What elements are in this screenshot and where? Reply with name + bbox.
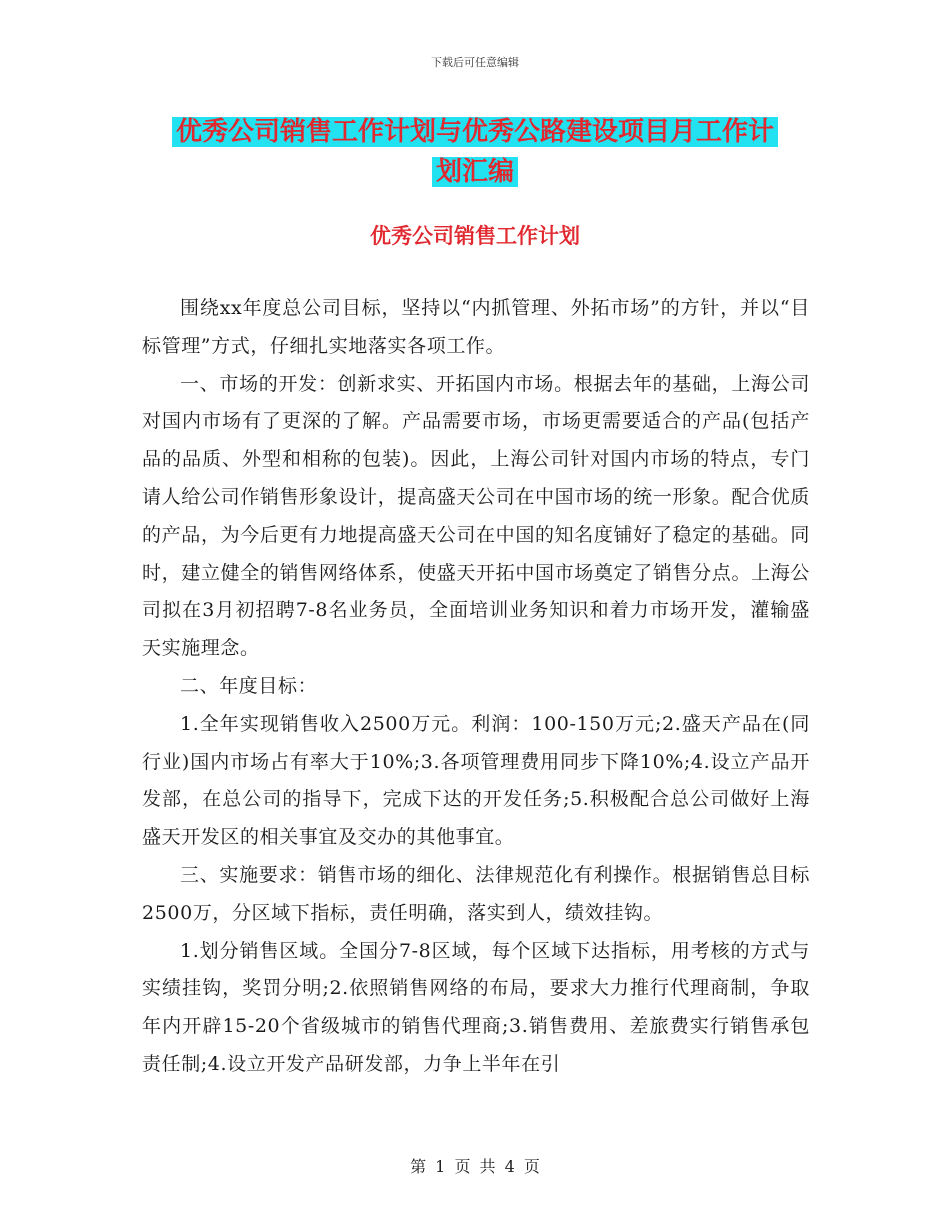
page-footer: 第 1 页 共 4 页 [410,1157,540,1176]
section-title: 优秀公司销售工作计划 [370,224,580,248]
paragraph: 1.划分销售区域。全国分7-8区域，每个区域下达指标，用考核的方式与实绩挂钩，奖罚分明;2.依照销售网络的布局，要求大力推行代理商制，争取年内开辟15-20个省级城市的销售代理商;3.销售费用、差旅费实行销售承包责任制;4.设立开发产品研发部，力争上半年在引 [142,939,810,1075]
document-title [0,112,950,192]
document-title-line-1: 优秀公司销售工作计划与优秀公路建设项目月工作计 [172,117,778,147]
paragraph: 三、实施要求：销售市场的细化、法律规范化有利操作。根据销售总目标2500万，分区域下指标，责任明确，落实到人，绩效挂钩。 [142,863,810,924]
paragraph: 1.全年实现销售收入2500万元。利润：100-150万元;2.盛天产品在(同行业)国内市场占有率大于10%;3.各项管理费用同步下降10%;4.设立产品开发部，在总公司的指导下，完成下达的开发任务;5.积极配合总公司做好上海盛天开发区的相关事宜及交办的其他事宜。 [142,712,810,849]
document-title-line-2: 划汇编 [432,157,518,187]
paragraph: 围绕xx年度总公司目标，坚持以“内抓管理、外拓市场”的方针，并以“目标管理”方式，仔细扎实地落实各项工作。 [142,297,810,357]
paragraph: 一、市场的开发：创新求实、开拓国内市场。根据去年的基础，上海公司对国内市场有了更深的了解。产品需要市场，市场更需要适合的产品(包括产品的品质、外型和相称的包装)。因此，上海公司针对国内市场的特点，专门请人给公司作销售形象设计，提高盛天公司在中国市场的统一形象。配合优质的产品，为今后更有力地提高盛天公司在中国的知名度铺好了稳定的基础。同时，建立健全的销售网络体系，使盛天开拓中国市场奠定了销售分点。上海公司拟在3月初招聘7-8名业务员，全面培训业务知识和着力市场开发，灌输盛天实施理念。 [142,372,810,660]
header-note: 下载后可任意编辑 [431,56,519,69]
paragraph: 二、年度目标： [180,674,318,697]
body-text [142,290,810,1084]
